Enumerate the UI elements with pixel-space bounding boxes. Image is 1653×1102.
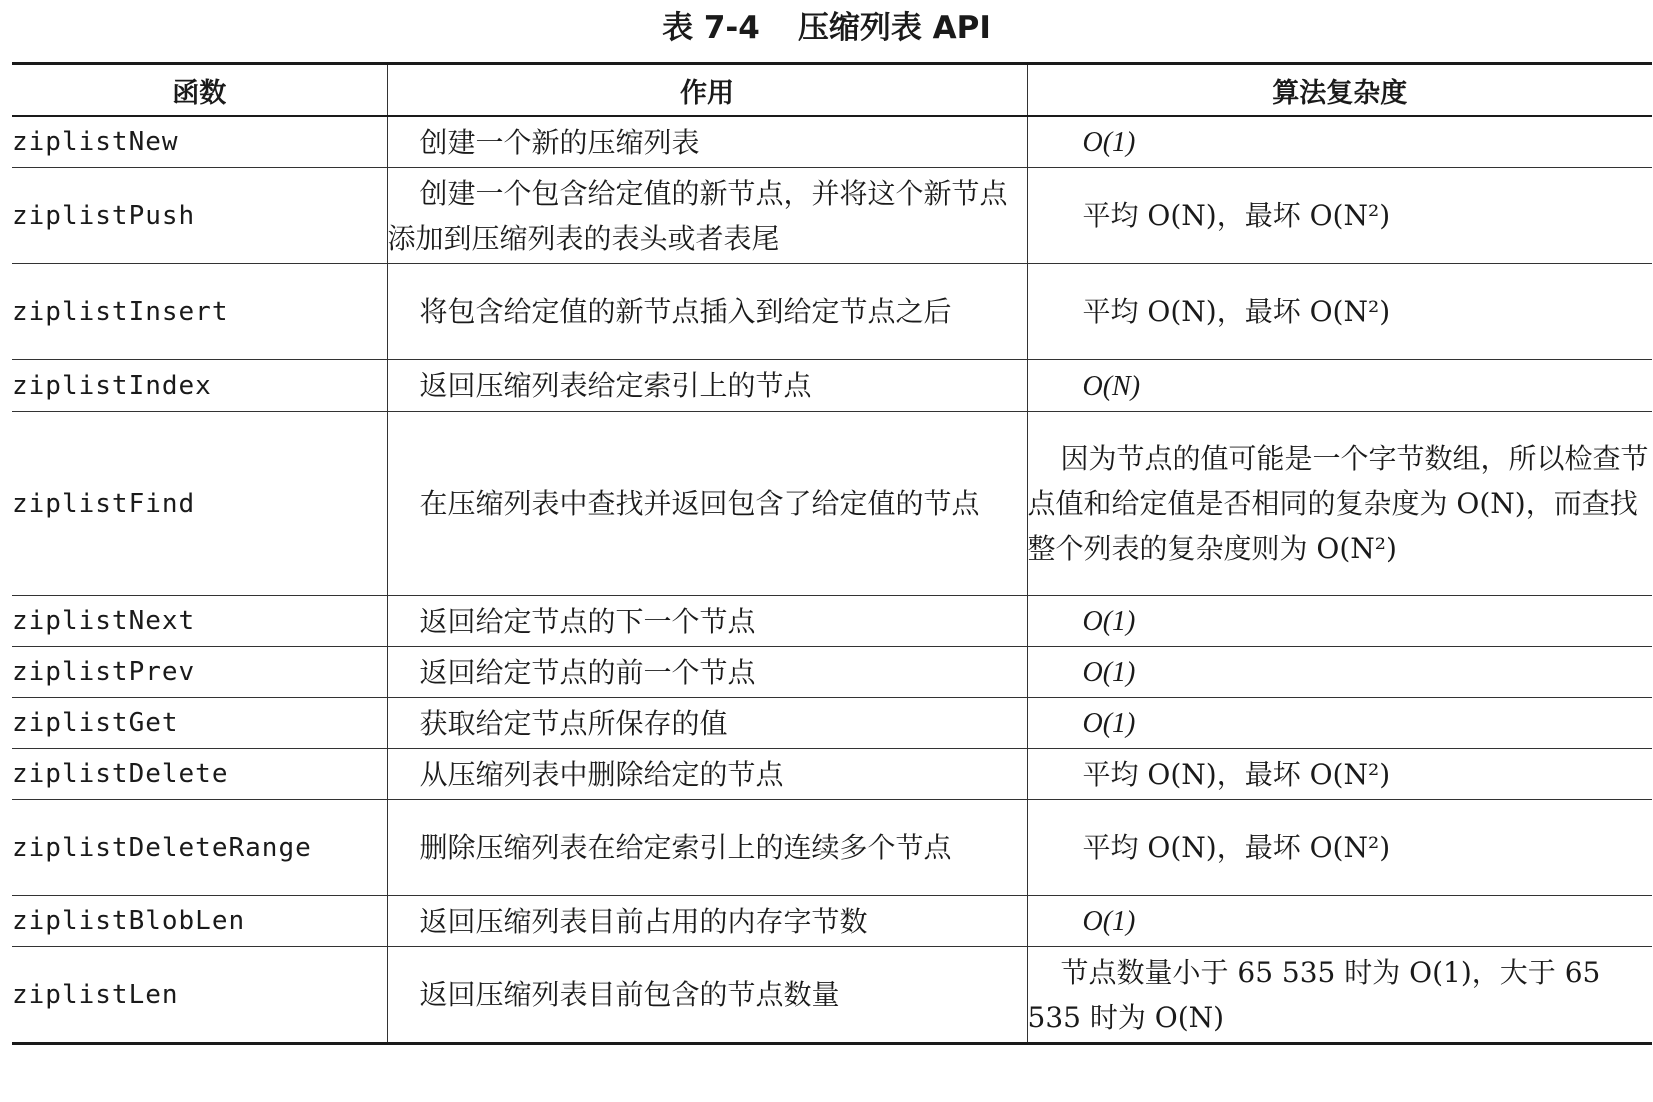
complexity-cell <box>1027 749 1652 800</box>
table-row <box>12 647 1652 698</box>
table-row <box>12 412 1652 596</box>
table-caption <box>0 0 1653 58</box>
function-description: 返回给定节点的下一个节点 <box>387 596 1027 647</box>
function-name: ziplistPush <box>12 168 387 264</box>
header-complexity: 算法复杂度 <box>1027 64 1652 117</box>
complexity-cell <box>1027 596 1652 647</box>
function-description: 将包含给定值的新节点插入到给定节点之后 <box>387 264 1027 360</box>
function-description: 创建一个新的压缩列表 <box>387 116 1027 168</box>
table-row <box>12 800 1652 896</box>
table-row <box>12 596 1652 647</box>
complexity-cell <box>1027 360 1652 412</box>
complexity-cell <box>1027 264 1652 360</box>
ziplist-api-table <box>12 62 1652 1045</box>
function-name: ziplistGet <box>12 698 387 749</box>
complexity-value: O(1) <box>1082 708 1136 739</box>
function-name: ziplistLen <box>12 947 387 1044</box>
function-name: ziplistNext <box>12 596 387 647</box>
table-row <box>12 168 1652 264</box>
complexity-value: 平均 O(N)，最坏 O(N²) <box>1082 831 1391 864</box>
table-row <box>12 116 1652 168</box>
complexity-value: O(N) <box>1082 370 1141 402</box>
function-description: 返回压缩列表目前包含的节点数量 <box>387 947 1027 1044</box>
function-name: ziplistBlobLen <box>12 896 387 947</box>
function-description: 创建一个包含给定值的新节点，并将这个新节点添加到压缩列表的表头或者表尾 <box>387 168 1027 264</box>
complexity-cell <box>1027 168 1652 264</box>
complexity-cell <box>1027 412 1652 596</box>
table-row <box>12 896 1652 947</box>
complexity-value: 平均 O(N)，最坏 O(N²) <box>1082 295 1391 328</box>
function-description: 返回压缩列表目前占用的内存字节数 <box>387 896 1027 947</box>
complexity-cell <box>1027 116 1652 168</box>
function-name: ziplistDeleteRange <box>12 800 387 896</box>
complexity-value: O(1) <box>1082 906 1136 937</box>
complexity-value: O(1) <box>1082 657 1136 688</box>
table-row <box>12 749 1652 800</box>
complexity-value: 节点数量小于 65 535 时为 O(1)，大于 65 535 时为 O(N) <box>1027 955 1601 1034</box>
function-description: 获取给定节点所保存的值 <box>387 698 1027 749</box>
function-description: 返回给定节点的前一个节点 <box>387 647 1027 698</box>
complexity-cell <box>1027 896 1652 947</box>
table-number: 表 7-4 <box>662 10 760 46</box>
header-row <box>12 64 1652 117</box>
complexity-cell <box>1027 647 1652 698</box>
complexity-cell <box>1027 698 1652 749</box>
function-name: ziplistInsert <box>12 264 387 360</box>
complexity-cell <box>1027 800 1652 896</box>
function-name: ziplistDelete <box>12 749 387 800</box>
function-name: ziplistNew <box>12 116 387 168</box>
table-row <box>12 264 1652 360</box>
function-description: 返回压缩列表给定索引上的节点 <box>387 360 1027 412</box>
table-row <box>12 698 1652 749</box>
function-name: ziplistPrev <box>12 647 387 698</box>
complexity-value: 平均 O(N)，最坏 O(N²) <box>1082 757 1391 791</box>
table-row <box>12 947 1652 1044</box>
header-purpose: 作用 <box>387 64 1027 117</box>
complexity-cell <box>1027 947 1652 1044</box>
complexity-value: O(1) <box>1082 127 1136 158</box>
table-title: 压缩列表 API <box>797 10 991 46</box>
function-description: 在压缩列表中查找并返回包含了给定值的节点 <box>387 412 1027 596</box>
header-function: 函数 <box>12 64 387 117</box>
complexity-value: 平均 O(N)，最坏 O(N²) <box>1082 199 1391 232</box>
function-description: 从压缩列表中删除给定的节点 <box>387 749 1027 800</box>
complexity-value: O(1) <box>1082 606 1136 637</box>
table-row <box>12 360 1652 412</box>
function-name: ziplistIndex <box>12 360 387 412</box>
function-description: 删除压缩列表在给定索引上的连续多个节点 <box>387 800 1027 896</box>
complexity-value: 因为节点的值可能是一个字节数组，所以检查节点值和给定值是否相同的复杂度为 O(N)，而查找整个列表的复杂度则为 O(N²) <box>1027 442 1649 565</box>
function-name: ziplistFind <box>12 412 387 596</box>
